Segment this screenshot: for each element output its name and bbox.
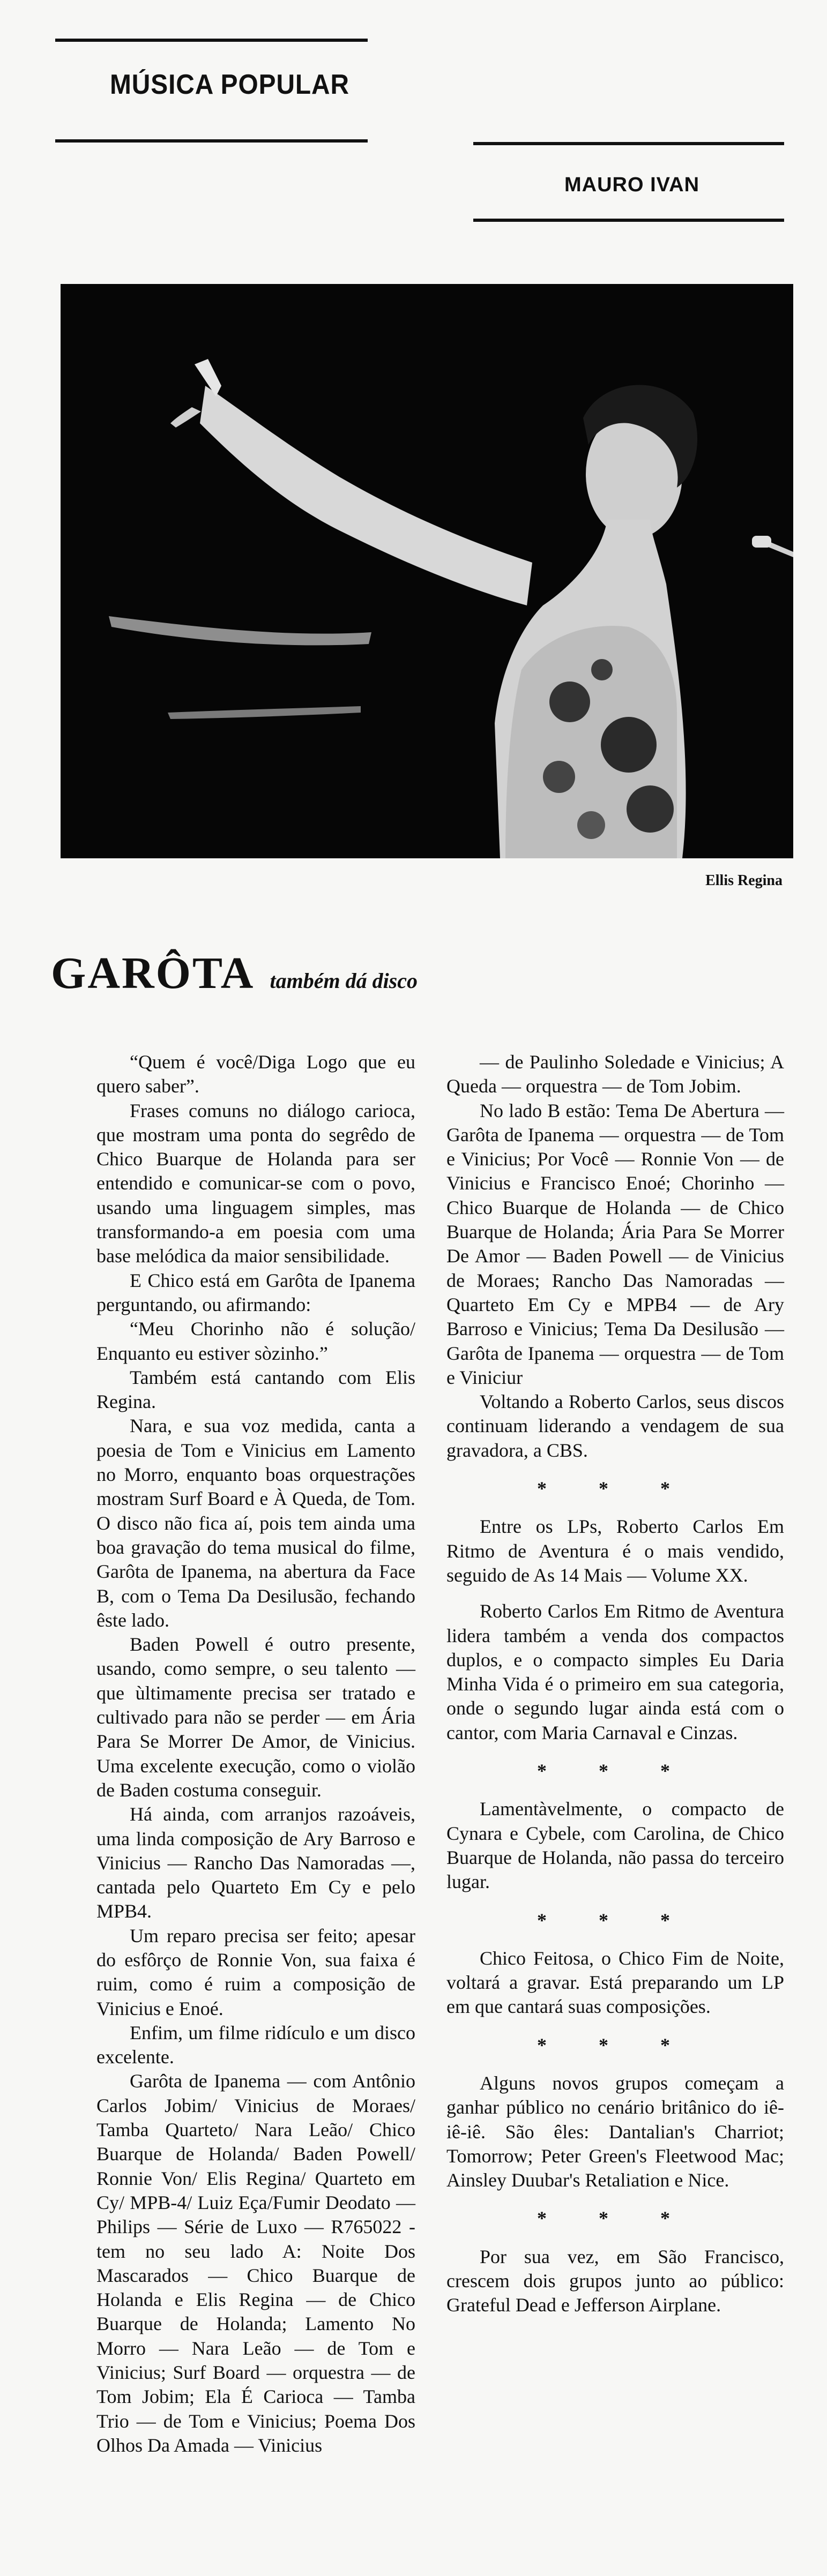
section-separator: * * * [537, 2207, 694, 2229]
paragraph: Alguns novos grupos começam a ganhar público no cenário britânico do iê-iê-iê. São êles: Dantalian's Charriot; Tomorrow; Peter Green's Fleetwood Mac; Ainsley Duubar's Retaliation e Nice. [446, 2072, 784, 2191]
paragraph: Chico Feitosa, o Chico Fim de Noite, voltará a gravar. Está preparando um LP em que cantará suas composições. [446, 1947, 784, 2018]
section-separator: * * * [537, 1760, 694, 1782]
header-rule-bottom-left [55, 139, 368, 143]
section-title: MÚSICA POPULAR [110, 69, 349, 100]
paragraph: No lado B estão: Tema De Abertura — Garôta de Ipanema — orquestra — de Tom e Vinicius; Por Você — Ronnie Von — de Vinicius e Francisco Enoé; Chorinho — Chico Buarque de Holanda — de Chico Buarque de Holanda; Ária Para Se Morrer De Amor — Baden Powell — de Vinicius de Moraes; Rancho Das Namoradas — Quarteto Em Cy e MPB4 — de Ary Barroso e Vinicius; Tema Da Desilusão — Garôta de Ipanema — orquestra — de Tom e Viniciur [446, 1099, 784, 1388]
headline [51, 947, 418, 999]
paragraph: Por sua vez, em São Francisco, crescem dois grupos junto ao público: Grateful Dead e Jefferson Airplane. [446, 2245, 784, 2316]
paragraph: Entre os LPs, Roberto Carlos Em Ritmo de Aventura é o mais vendido, seguido de As 14 Mais — Volume XX. [446, 1516, 784, 1586]
section-separator: * * * [537, 1909, 694, 1931]
section-separator: * * * [537, 2034, 694, 2056]
paragraph: Garôta de Ipanema — com Antônio Carlos Jobim/ Vinicius de Moraes/ Tamba Quarteto/ Nara Leão/ Chico Buarque de Holanda/ Baden Powell/ Ronnie Von/ Elis Regina/ Quarteto em Cy/ MPB-4/ Luiz Eça/Fumir Deodato — Philips — Série de Luxo — R765022 - tem no seu lado A: Noite Dos Mascarados — Chico Buarque de Holanda e Elis Regina — de Chico Buarque de Holanda; Lamento No Morro — Nara Leão — de Tom e Vinicius; Surf Board — orquestra — de Tom Jobim; Ela É Carioca — Tamba Trio — de Tom e Vinicius; Poema Dos Olhos Da Amada — Vinicius [96, 2070, 415, 2456]
photo-caption: Ellis Regina [705, 872, 783, 889]
paragraph: Há ainda, com arranjos razoáveis, uma linda composição de Ary Barroso e Vinicius — Rancho Das Namoradas —, cantada pelo Quarteto Em Cy e pelo MPB4. [96, 1803, 415, 1922]
paragraph: “Meu Chorinho não é solução/ Enquanto eu estiver sòzinho.” [96, 1318, 415, 1364]
header-rule-top-left [55, 39, 368, 42]
photo-singer [61, 284, 793, 858]
photo-singer-illustration [61, 284, 793, 858]
paragraph: E Chico está em Garôta de Ipanema perguntando, ou afirmando: [96, 1269, 415, 1315]
byline-author: MAURO IVAN [564, 174, 700, 196]
header-rule-top-right [473, 142, 784, 145]
headline-sub: também dá disco [270, 969, 418, 993]
paragraph: Baden Powell é outro presente, usando, como sempre, o seu talento — que ùltimamente precisa ser tratado e cultivado para não se perder — em Ária Para Se Morrer De Amor, de Vinicius. Uma excelente execução, como o violão de Baden costuma conseguir. [96, 1634, 415, 1801]
paragraph: Também está cantando com Elis Regina. [96, 1366, 415, 1413]
paragraph: Roberto Carlos Em Ritmo de Aventura lidera também a venda dos compactos duplos, e o compacto simples Eu Daria Minha Vida é o primeiro em sua categoria, onde o segundo lugar ainda está com o cantor, com Maria Carnaval e Cinzas. [446, 1600, 784, 1743]
section-separator: * * * [537, 1478, 694, 1500]
paragraph: Enfim, um filme ridículo e um disco excelente. [96, 2021, 415, 2068]
header-rule-bottom-right [473, 219, 784, 222]
paragraph: Lamentàvelmente, o compacto de Cynara e Cybele, com Carolina, de Chico Buarque de Holanda, não passa do terceiro lugar. [446, 1798, 784, 1893]
paragraph: — de Paulinho Soledade e Vinicius; A Queda — orquestra — de Tom Jobim. [446, 1051, 784, 1097]
headline-main: GARÔTA [51, 948, 255, 998]
paragraph: Voltando a Roberto Carlos, seus discos continuam liderando a vendagem de sua gravadora, a CBS. [446, 1391, 784, 1461]
paragraph: Frases comuns no diálogo carioca, que mostram uma ponta do segrêdo de Chico Buarque de Holanda para ser entendido e comunicar-se com o povo, usando uma linguagem simples, mas transformando-a em poesia com uma base melódica da maior sensibilidade. [96, 1099, 415, 1267]
article-column-1 [96, 1050, 415, 2458]
paragraph: Nara, e sua voz medida, canta a poesia de Tom e Vinicius em Lamento no Morro, enquanto boas orquestrações mostram Surf Board e À Queda, de Tom. O disco não fica aí, pois tem ainda uma boa gravação do tema musical do filme, Garôta de Ipanema, na abertura da Face B, com o Tema Da Desilusão, fechando êste lado. [96, 1415, 415, 1631]
article-column-2 [446, 1050, 784, 2318]
paragraph: Um reparo precisa ser feito; apesar do esfôrço de Ronnie Von, sua faixa é ruim, como é ruim a composição de Vinicius e Enoé. [96, 1924, 415, 2019]
paragraph: “Quem é você/Diga Logo que eu quero saber”. [96, 1051, 415, 1097]
